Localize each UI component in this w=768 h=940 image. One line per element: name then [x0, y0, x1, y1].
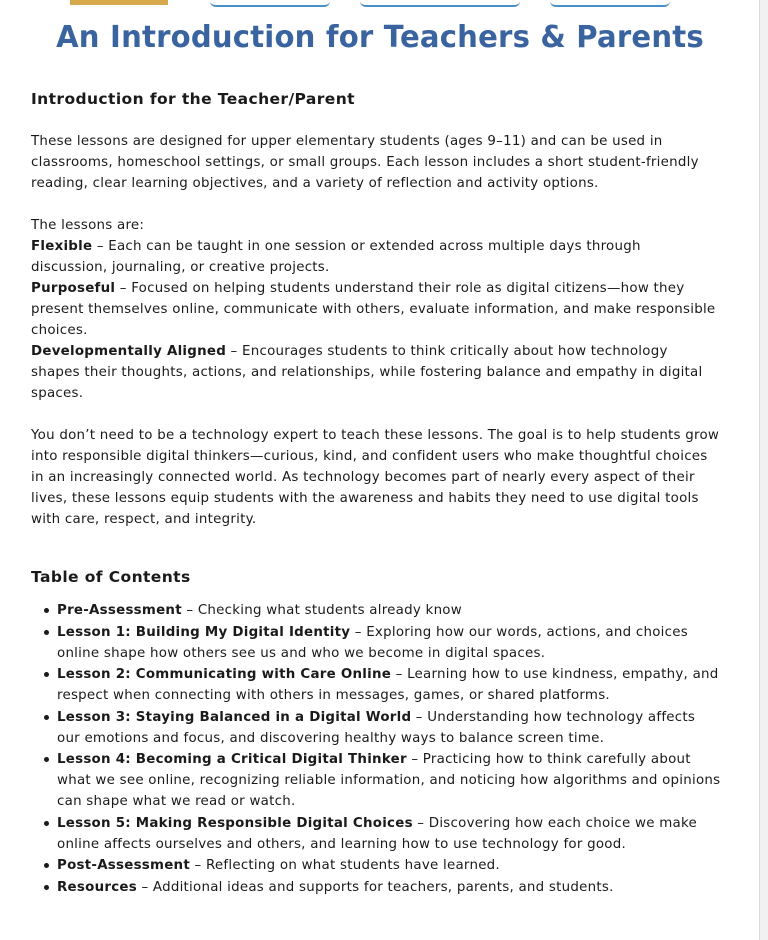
toc-item-lesson-5 — [57, 813, 721, 855]
toc-item-lesson-2 — [57, 664, 721, 706]
toc-text: – Reflecting on what students have learned. — [190, 858, 500, 873]
toc-term: Lesson 1: Building My Digital Identity — [57, 624, 351, 640]
page-title: An Introduction for Teachers & Parents — [56, 20, 704, 55]
scrollbar[interactable] — [759, 0, 768, 940]
toc-term: Lesson 4: Becoming a Critical Digital Thinker — [57, 752, 407, 767]
toc-term: Lesson 5: Making Responsible Digital Choices — [57, 815, 413, 831]
header-squiggle — [550, 0, 670, 7]
lessons-are-label: The lessons are: — [31, 218, 145, 233]
quality-term: Flexible — [31, 239, 93, 254]
quality-purposeful — [31, 278, 721, 341]
toc-term: Lesson 2: Communicating with Care Online — [57, 667, 392, 682]
intro-heading: Introduction for the Teacher/Parent — [31, 90, 355, 108]
quality-text: – Each can be taught in one session or extended across multiple days through discussion, journaling, or creative projects. — [31, 239, 641, 275]
header-squiggle — [210, 0, 330, 7]
quality-developmentally-aligned — [31, 341, 721, 404]
header-decoration — [60, 0, 700, 6]
document-body — [31, 88, 721, 898]
toc-term: Post-Assessment — [57, 858, 190, 873]
toc-item-lesson-4 — [57, 749, 721, 812]
toc-heading: Table of Contents — [31, 568, 191, 586]
intro-paragraph: These lessons are designed for upper elementary students (ages 9–11) and can be used in classrooms, homeschool settings, or small groups. Each lesson includes a short student-friendly reading, clear learning objectives, and a variety of reflection and activity options. — [31, 134, 699, 191]
quality-term: Purposeful — [31, 281, 116, 296]
quality-term: Developmentally Aligned — [31, 344, 227, 359]
toc-text: – Discovering how each choice we make online affects ourselves and others, and learning how to use technology for good. — [57, 815, 697, 852]
toc-item-resources — [57, 877, 721, 898]
toc-text: – Practicing how to think carefully about what we see online, recognizing reliable information, and noticing how algorithms and opinions can shape what we read or watch. — [57, 752, 721, 809]
toc-text: – Exploring how our words, actions, and choices online shape how others see us and who we become in digital spaces. — [57, 624, 688, 661]
toc-text: – Checking what students already know — [181, 603, 462, 618]
toc-item-lesson-1 — [57, 622, 721, 664]
header-squiggle — [360, 0, 520, 7]
toc-term: Lesson 3: Staying Balanced in a Digital World — [57, 709, 412, 725]
quality-text: – Focused on helping students understand their role as digital citizens—how they present themselves online, communicate with others, evaluate information, and make responsible choices. — [31, 281, 716, 338]
toc-term: Pre-Assessment — [57, 603, 182, 618]
toc-text: – Additional ideas and supports for teachers, parents, and students. — [136, 879, 614, 895]
quality-flexible — [31, 236, 721, 278]
toc-term: Resources — [57, 879, 137, 895]
toc-item-lesson-3 — [57, 707, 721, 749]
toc-text: – Learning how to use kindness, empathy, and respect when connecting with others in messages, games, or shared platforms. — [57, 667, 719, 703]
table-of-contents — [31, 600, 721, 898]
header-image-strip — [70, 0, 168, 5]
quality-text: – Encourages students to think critically about how technology shapes their thoughts, actions, and relationships, while fostering balance and empathy in digital spaces. — [31, 344, 703, 401]
toc-item-post-assessment — [57, 855, 721, 876]
toc-text: – Understanding how technology affects our emotions and focus, and discovering healthy ways to balance screen time. — [57, 709, 696, 746]
intro-closing-paragraph: You don’t need to be a technology expert to teach these lessons. The goal is to help students grow into responsible digital thinkers—curious, kind, and confident users who make thoughtful choices in an increasingly connected world. As technology becomes part of nearly every aspect of their lives, these lessons equip students with the awareness and habits they need to use digital tools with care, respect, and integrity. — [31, 428, 720, 527]
toc-item-pre-assessment — [57, 600, 721, 621]
